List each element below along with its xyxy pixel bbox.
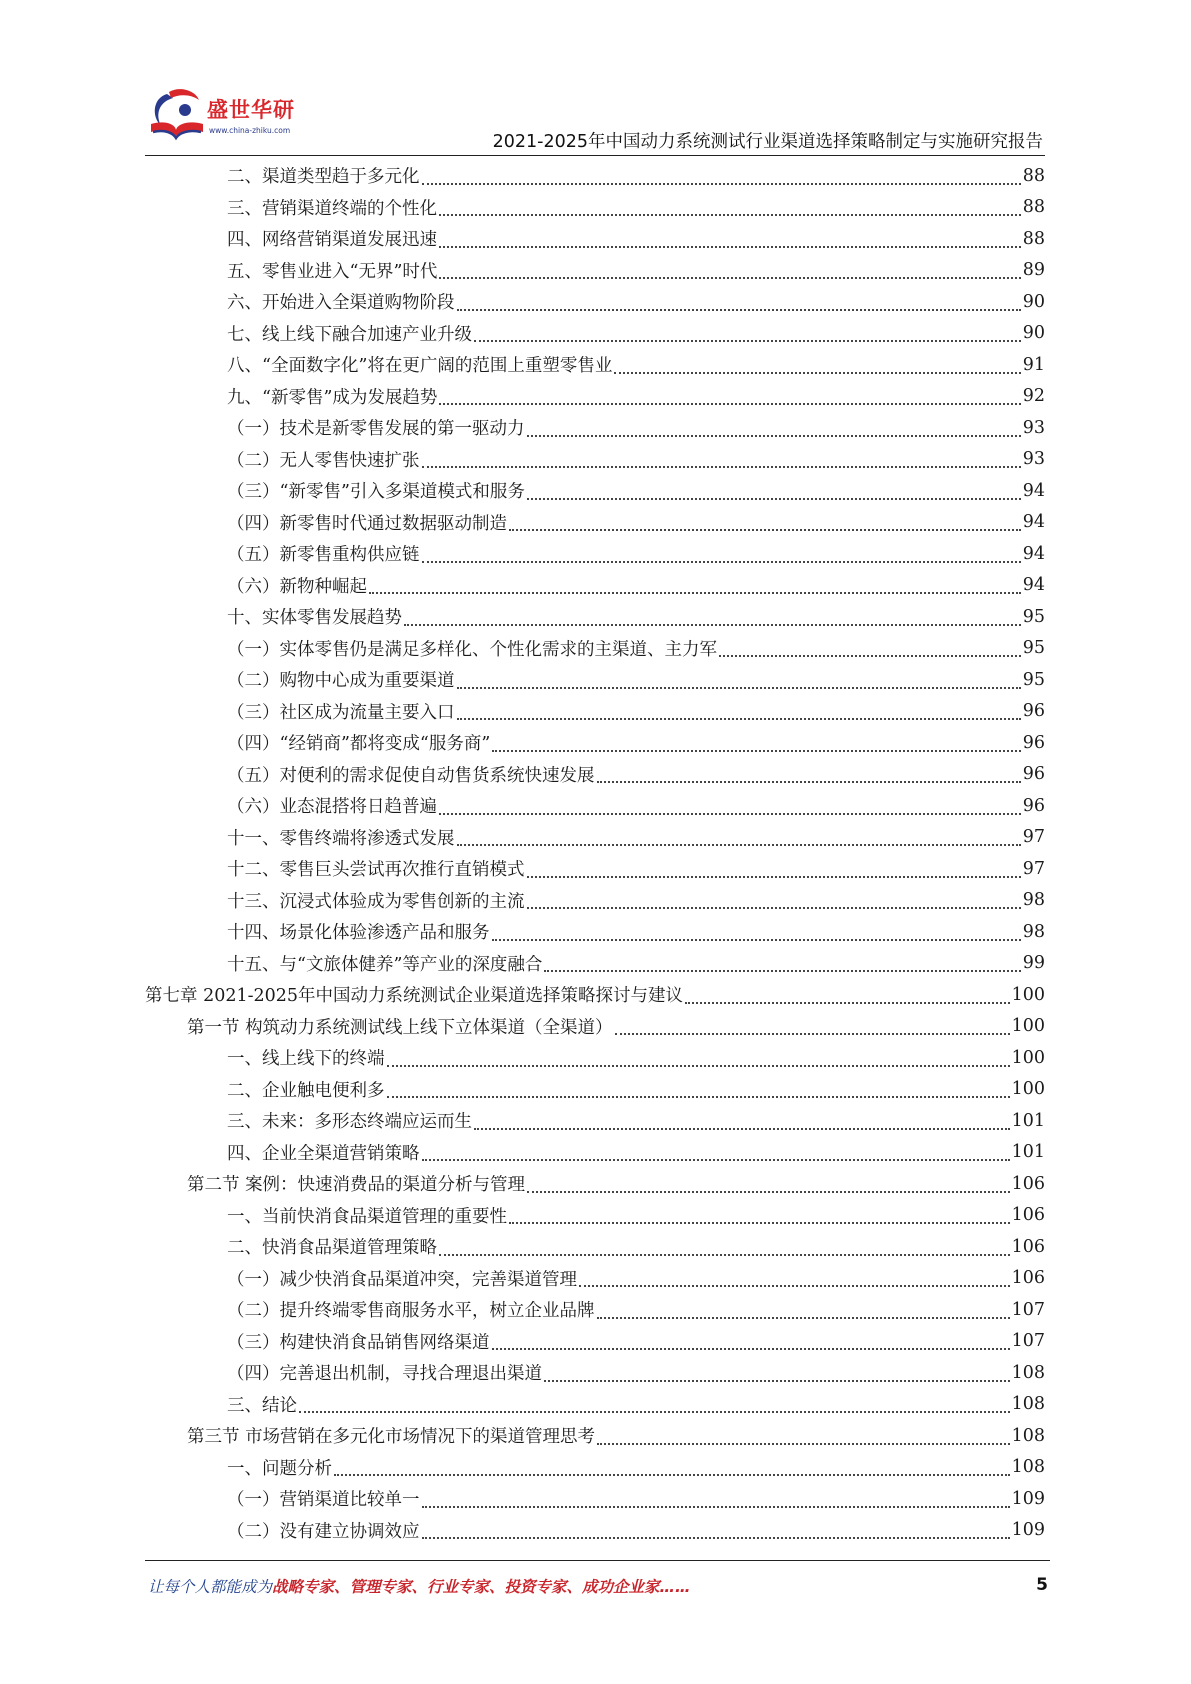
table-of-contents [145, 160, 1045, 1546]
toc-entry-title: （四）完善退出机制，寻找合理退出渠道 [227, 1364, 542, 1385]
toc-entry-page: 99 [1022, 953, 1045, 974]
toc-entry[interactable] [145, 1452, 1045, 1484]
toc-entry[interactable] [145, 1137, 1045, 1169]
report-title: 2021-2025年中国动力系统测试行业渠道选择策略制定与实施研究报告 [492, 132, 1043, 152]
toc-entry[interactable] [145, 507, 1045, 539]
toc-dot-leader [509, 1210, 1010, 1224]
toc-dot-leader [474, 1116, 1010, 1130]
toc-entry[interactable] [145, 1105, 1045, 1137]
toc-entry-page: 109 [1011, 1520, 1045, 1541]
toc-dot-leader [457, 297, 1021, 311]
toc-entry-page: 96 [1022, 701, 1045, 722]
toc-entry[interactable] [145, 1294, 1045, 1326]
toc-entry[interactable] [145, 759, 1045, 791]
toc-dot-leader [439, 391, 1020, 405]
toc-entry-title: （三）社区成为流量主要入口 [227, 702, 455, 723]
toc-entry-title: 第一节 构筑动力系统测试线上线下立体渠道（全渠道） [187, 1017, 613, 1038]
toc-entry[interactable] [145, 1074, 1045, 1106]
toc-entry-page: 94 [1022, 480, 1045, 501]
toc-dot-leader [457, 675, 1021, 689]
toc-entry[interactable] [145, 475, 1045, 507]
footer-slogan-roles: 战略专家、管理专家、行业专家、投资专家、成功企业家…… [272, 1578, 691, 1596]
toc-entry-title: （六）业态混搭将日趋普遍 [227, 797, 437, 818]
header-divider [145, 155, 1045, 156]
toc-entry[interactable] [145, 696, 1045, 728]
toc-entry-page: 108 [1011, 1457, 1045, 1478]
toc-entry[interactable] [145, 1389, 1045, 1421]
toc-dot-leader [527, 1179, 1010, 1193]
toc-entry-title: 十四、场景化体验渗透产品和服务 [227, 923, 490, 944]
toc-dot-leader [579, 1273, 1010, 1287]
toc-entry[interactable] [145, 412, 1045, 444]
toc-entry-page: 88 [1022, 165, 1045, 186]
toc-entry-title: （一）实体零售仍是满足多样化、个性化需求的主渠道、主力军 [227, 639, 717, 660]
brand-url: www.china-zhiku.com [209, 126, 291, 135]
toc-entry-page: 109 [1011, 1488, 1045, 1509]
toc-entry-title: 三、未来：多形态终端应运而生 [227, 1112, 472, 1133]
toc-entry-page: 97 [1022, 858, 1045, 879]
toc-entry[interactable] [145, 160, 1045, 192]
toc-dot-leader [527, 423, 1021, 437]
toc-entry-title: 十三、沉浸式体验成为零售创新的主流 [227, 891, 525, 912]
toc-entry-page: 100 [1011, 1016, 1045, 1037]
toc-entry-page: 106 [1011, 1205, 1045, 1226]
toc-entry-title: （五）对便利的需求促使自动售货系统快速发展 [227, 765, 595, 786]
toc-dot-leader [404, 612, 1021, 626]
toc-entry-title: （四）新零售时代通过数据驱动制造 [227, 513, 507, 534]
toc-dot-leader [719, 643, 1021, 657]
toc-entry-title: 一、线上线下的终端 [227, 1049, 385, 1070]
toc-dot-leader [457, 706, 1021, 720]
toc-entry-title: （二）提升终端零售商服务水平，树立企业品牌 [227, 1301, 595, 1322]
toc-dot-leader [614, 360, 1020, 374]
toc-entry[interactable] [145, 318, 1045, 350]
toc-entry-page: 89 [1022, 260, 1045, 281]
toc-dot-leader [527, 895, 1021, 909]
toc-entry[interactable] [145, 1420, 1045, 1452]
page-number: 5 [1036, 1575, 1048, 1595]
toc-entry-title: （六）新物种崛起 [227, 576, 367, 597]
toc-entry-page: 90 [1022, 291, 1045, 312]
toc-entry-page: 107 [1011, 1331, 1045, 1352]
toc-entry[interactable] [145, 853, 1045, 885]
toc-entry-title: 五、零售业进入“无界”时代 [227, 261, 438, 282]
toc-entry[interactable] [145, 1357, 1045, 1389]
toc-entry-page: 95 [1022, 606, 1045, 627]
toc-dot-leader [422, 549, 1021, 563]
toc-entry[interactable] [145, 979, 1045, 1011]
toc-dot-leader [492, 1336, 1010, 1350]
toc-entry-page: 100 [1011, 1047, 1045, 1068]
toc-entry-title: 一、问题分析 [227, 1458, 332, 1479]
toc-entry-page: 93 [1022, 417, 1045, 438]
toc-entry-title: 一、当前快消食品渠道管理的重要性 [227, 1206, 507, 1227]
toc-entry-page: 101 [1011, 1142, 1045, 1163]
toc-entry-title: （二）购物中心成为重要渠道 [227, 671, 455, 692]
toc-entry-page: 88 [1022, 197, 1045, 218]
toc-entry[interactable] [145, 885, 1045, 917]
toc-dot-leader [422, 1147, 1010, 1161]
toc-dot-leader [422, 454, 1021, 468]
toc-entry-title: 八、“全面数字化”将在更广阔的范围上重塑零售业 [227, 356, 613, 377]
toc-entry-title: （三）构建快消食品销售网络渠道 [227, 1332, 490, 1353]
toc-entry[interactable] [145, 633, 1045, 665]
toc-entry-page: 91 [1022, 354, 1045, 375]
toc-dot-leader [439, 234, 1021, 248]
toc-dot-leader [544, 958, 1020, 972]
toc-entry-title: 十二、零售巨头尝试再次推行直销模式 [227, 860, 525, 881]
toc-entry[interactable] [145, 1042, 1045, 1074]
toc-entry-page: 106 [1011, 1173, 1045, 1194]
toc-dot-leader [422, 171, 1021, 185]
toc-dot-leader [439, 1242, 1010, 1256]
toc-entry[interactable] [145, 570, 1045, 602]
footer-divider [145, 1560, 1050, 1561]
toc-entry[interactable] [145, 822, 1045, 854]
toc-entry-page: 108 [1011, 1425, 1045, 1446]
toc-entry[interactable] [145, 223, 1045, 255]
brand-name: 盛世华研 [207, 98, 295, 122]
toc-dot-leader [492, 738, 1020, 752]
toc-entry-title: 三、结论 [227, 1395, 297, 1416]
toc-entry-page: 90 [1022, 323, 1045, 344]
toc-entry-title: 十五、与“文旅体健养”等产业的深度融合 [227, 954, 543, 975]
toc-entry-page: 96 [1022, 795, 1045, 816]
toc-dot-leader [422, 1525, 1010, 1539]
toc-entry[interactable] [145, 1200, 1045, 1232]
toc-entry-page: 106 [1011, 1268, 1045, 1289]
toc-entry-title: 第三节 市场营销在多元化市场情况下的渠道管理思考 [187, 1427, 596, 1448]
toc-entry[interactable] [145, 255, 1045, 287]
toc-entry-page: 94 [1022, 543, 1045, 564]
toc-entry-title: （四）“经销商”都将变成“服务商” [227, 734, 491, 755]
toc-entry-title: （五）新零售重构供应链 [227, 545, 420, 566]
toc-entry-page: 98 [1022, 921, 1045, 942]
toc-entry[interactable] [145, 916, 1045, 948]
toc-entry-page: 96 [1022, 732, 1045, 753]
toc-entry[interactable] [145, 948, 1045, 980]
toc-entry-title: 二、渠道类型趋于多元化 [227, 167, 420, 188]
toc-entry-page: 95 [1022, 669, 1045, 690]
footer-slogan-lead: 让每个人都能成为 [148, 1578, 273, 1596]
toc-entry-page: 92 [1022, 386, 1045, 407]
toc-entry[interactable] [145, 1483, 1045, 1515]
toc-entry[interactable] [145, 1326, 1045, 1358]
toc-entry-page: 88 [1022, 228, 1045, 249]
toc-dot-leader [685, 990, 1010, 1004]
toc-entry-title: 六、开始进入全渠道购物阶段 [227, 293, 455, 314]
toc-entry-page: 100 [1011, 984, 1045, 1005]
toc-dot-leader [597, 1305, 1010, 1319]
toc-dot-leader [544, 1368, 1010, 1382]
toc-dot-leader [439, 801, 1021, 815]
toc-entry-title: （二）无人零售快速扩张 [227, 450, 420, 471]
toc-dot-leader [387, 1053, 1010, 1067]
toc-entry-page: 95 [1022, 638, 1045, 659]
toc-entry[interactable] [145, 192, 1045, 224]
toc-dot-leader [439, 202, 1021, 216]
toc-entry-title: （二）没有建立协调效应 [227, 1521, 420, 1542]
toc-entry-page: 96 [1022, 764, 1045, 785]
company-logo [145, 82, 305, 146]
toc-entry-title: 第七章 2021-2025年中国动力系统测试企业渠道选择策略探讨与建议 [145, 986, 684, 1007]
toc-dot-leader [334, 1462, 1010, 1476]
toc-entry-title: 四、网络营销渠道发展迅速 [227, 230, 437, 251]
toc-dot-leader [387, 1084, 1010, 1098]
toc-dot-leader [457, 832, 1021, 846]
page-footer [148, 1575, 1048, 1605]
toc-dot-leader [597, 769, 1021, 783]
logo-book-icon [145, 86, 207, 142]
toc-entry[interactable] [145, 664, 1045, 696]
toc-entry[interactable] [145, 1263, 1045, 1295]
toc-entry[interactable] [145, 1011, 1045, 1043]
toc-entry-title: 十、实体零售发展趋势 [227, 608, 402, 629]
toc-entry-title: 二、企业触电便利多 [227, 1080, 385, 1101]
toc-entry-page: 93 [1022, 449, 1045, 470]
toc-entry-page: 107 [1011, 1299, 1045, 1320]
toc-entry-page: 97 [1022, 827, 1045, 848]
toc-dot-leader [615, 1021, 1010, 1035]
toc-dot-leader [299, 1399, 1010, 1413]
toc-entry-page: 108 [1011, 1394, 1045, 1415]
toc-entry-page: 101 [1011, 1110, 1045, 1131]
toc-entry-page: 94 [1022, 575, 1045, 596]
toc-entry-title: 七、线上线下融合加速产业升级 [227, 324, 472, 345]
toc-entry-title: 四、企业全渠道营销策略 [227, 1143, 420, 1164]
toc-entry-page: 94 [1022, 512, 1045, 533]
toc-entry-title: 第二节 案例：快速消费品的渠道分析与管理 [187, 1175, 526, 1196]
toc-dot-leader [509, 517, 1021, 531]
toc-entry-title: （一）营销渠道比较单一 [227, 1490, 420, 1511]
toc-dot-leader [527, 864, 1021, 878]
toc-entry-title: 九、“新零售”成为发展趋势 [227, 387, 438, 408]
toc-entry[interactable] [145, 1515, 1045, 1547]
toc-entry-page: 100 [1011, 1079, 1045, 1100]
toc-entry-title: 十一、零售终端将渗透式发展 [227, 828, 455, 849]
toc-entry[interactable] [145, 790, 1045, 822]
toc-entry[interactable] [145, 349, 1045, 381]
toc-entry[interactable] [145, 1168, 1045, 1200]
toc-entry-title: （一）减少快消食品渠道冲突，完善渠道管理 [227, 1269, 577, 1290]
toc-entry[interactable] [145, 381, 1045, 413]
toc-entry[interactable] [145, 286, 1045, 318]
toc-entry[interactable] [145, 538, 1045, 570]
toc-entry-title: （一）技术是新零售发展的第一驱动力 [227, 419, 525, 440]
toc-dot-leader [492, 927, 1021, 941]
toc-dot-leader [439, 265, 1020, 279]
toc-entry[interactable] [145, 444, 1045, 476]
toc-entry-page: 108 [1011, 1362, 1045, 1383]
toc-dot-leader [422, 1494, 1010, 1508]
toc-dot-leader [474, 328, 1021, 342]
toc-dot-leader [527, 486, 1021, 500]
toc-dot-leader [369, 580, 1021, 594]
toc-dot-leader [597, 1431, 1010, 1445]
toc-entry-title: （三）“新零售”引入多渠道模式和服务 [227, 482, 525, 503]
page-header [145, 82, 1045, 152]
toc-entry[interactable] [145, 1231, 1045, 1263]
toc-entry[interactable] [145, 727, 1045, 759]
toc-entry-page: 98 [1022, 890, 1045, 911]
toc-entry[interactable] [145, 601, 1045, 633]
toc-entry-title: 二、快消食品渠道管理策略 [227, 1238, 437, 1259]
toc-entry-page: 106 [1011, 1236, 1045, 1257]
toc-entry-title: 三、营销渠道终端的个性化 [227, 198, 437, 219]
